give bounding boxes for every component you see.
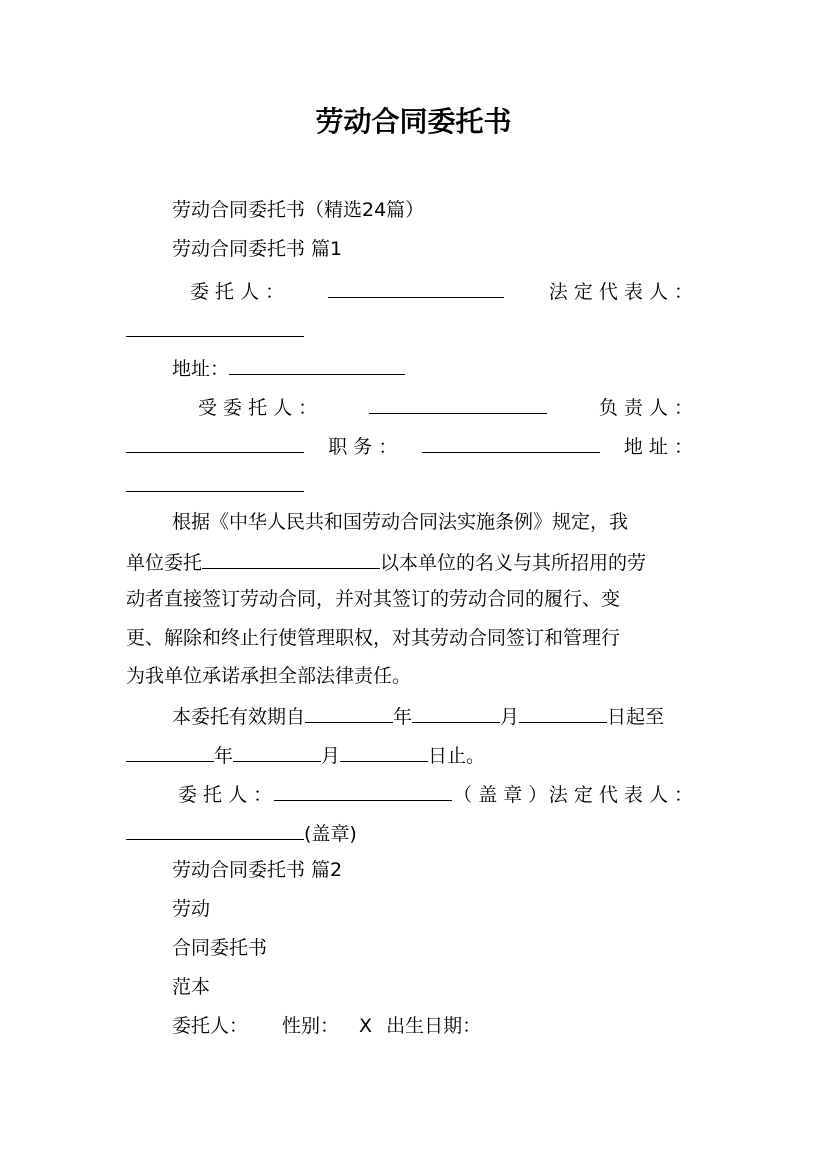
agent-address-label: 地 址 ： <box>623 436 693 458</box>
validity-label: 本委托有效期自 <box>172 706 306 728</box>
agent-blank <box>369 394 547 414</box>
section2-line-3: 范本 <box>172 976 211 998</box>
document-title: 劳动合同委托书 <box>315 105 512 138</box>
agent-label: 受 委 托 人 ： <box>198 397 318 419</box>
agent-address-blank-line <box>126 472 304 498</box>
end-month-label: 月 <box>321 745 341 767</box>
position-line <box>126 433 693 459</box>
signature-line <box>178 781 693 807</box>
end-year-blank <box>126 742 214 762</box>
section2-line-4 <box>172 1014 481 1038</box>
principal-label: 委 托 人 ： <box>190 281 285 303</box>
address-blank <box>229 355 405 375</box>
body-line-5: 为我单位承诺承担全部法律责任。 <box>126 665 412 687</box>
signature-principal-blank <box>274 781 452 801</box>
section-heading-1: 劳动合同委托书 篇1 <box>172 238 343 260</box>
section2-line-1: 劳动 <box>172 898 211 920</box>
legal-rep-blank <box>126 317 304 337</box>
section-heading-2: 劳动合同委托书 篇2 <box>172 859 343 881</box>
section2-line-2: 合同委托书 <box>172 937 268 959</box>
address-line <box>172 355 405 381</box>
start-year-blank <box>305 703 393 723</box>
start-day-label: 日起至 <box>607 706 665 728</box>
signature-principal-label: 委 托 人 ： <box>178 784 273 806</box>
legal-rep-blank-line <box>126 317 304 343</box>
start-month-blank <box>412 703 500 723</box>
body-line-3: 动者直接签订劳动合同，并对其签订的劳动合同的履行、变 <box>126 588 621 610</box>
section2-gender-label: 性别： <box>282 1015 340 1037</box>
end-year-label: 年 <box>214 745 234 767</box>
agent-address-blank <box>126 472 304 492</box>
agent-line <box>198 394 693 420</box>
address-label: 地址： <box>172 358 230 380</box>
validity-line-2 <box>126 742 485 768</box>
person-in-charge-blank <box>126 433 304 453</box>
end-day-blank <box>340 742 428 762</box>
body-line-4: 更、解除和终止行使管理职权，对其劳动合同签订和管理行 <box>126 627 621 649</box>
month-label: 月 <box>500 706 520 728</box>
signature-seal-label: （ 盖 章 ） <box>453 784 548 806</box>
subtitle: 劳动合同委托书（精选24篇） <box>172 199 425 221</box>
section2-gender-value: X <box>359 1015 373 1037</box>
signature-legal-rep-seal: (盖章) <box>304 823 357 845</box>
principal-blank <box>328 278 504 298</box>
section2-birthdate-label: 出生日期： <box>386 1015 482 1037</box>
end-day-label: 日止。 <box>428 745 486 767</box>
person-in-charge-label: 负 责 人 ： <box>598 397 693 419</box>
legal-rep-label: 法 定 代 表 人 ： <box>548 281 693 303</box>
position-label: 职 务 ： <box>328 436 398 458</box>
signature-legal-rep-label: 法 定 代 表 人 ： <box>548 784 693 806</box>
signature-line-2 <box>126 820 357 846</box>
validity-line-1 <box>172 703 664 729</box>
signature-legal-rep-blank <box>126 820 304 840</box>
entrusted-blank <box>202 549 380 569</box>
body-line-2-end: 以本单位的名义与其所招用的劳 <box>380 552 647 574</box>
body-line-1: 根据《中华人民共和国劳动合同法实施条例》规定，我 <box>172 511 629 533</box>
body-line-2 <box>126 549 646 575</box>
principal-line <box>190 278 693 304</box>
end-month-blank <box>233 742 321 762</box>
position-blank <box>422 433 600 453</box>
start-day-blank <box>519 703 607 723</box>
section2-principal-label: 委托人： <box>172 1015 249 1037</box>
body-line-2-start: 单位委托 <box>126 552 203 574</box>
year-label: 年 <box>393 706 413 728</box>
